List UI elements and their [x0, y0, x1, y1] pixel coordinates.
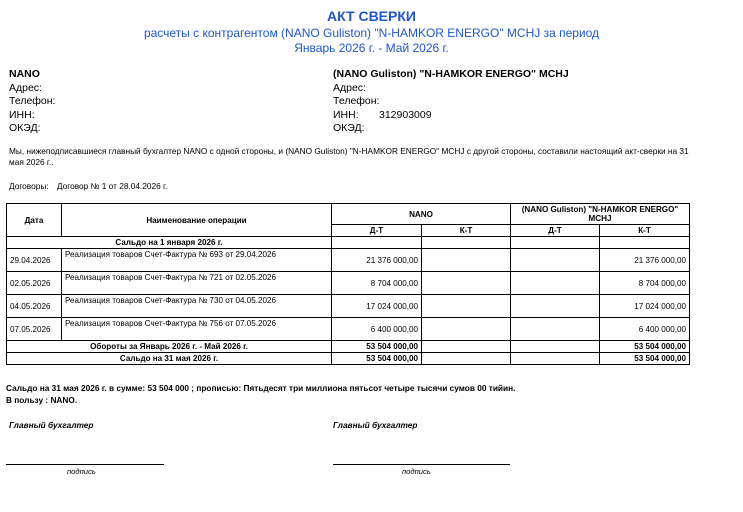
header-left-kt: К-Т: [422, 225, 511, 237]
document-subtitle: расчеты с контрагентом (NANO Guliston) "N-HAMKOR ENERGO" MCHJ за период: [143, 26, 600, 40]
document-title: АКТ СВЕРКИ: [327, 8, 416, 24]
row-left-dt: 21 376 000,00: [332, 249, 422, 272]
closing-right-kt: 53 504 000,00: [600, 353, 690, 365]
turnover-left-dt: 53 504 000,00: [332, 341, 422, 353]
header-group-left: NANO: [332, 204, 511, 225]
row-right-dt: [511, 272, 600, 295]
intro-paragraph: Мы, нижеподписавшиеся главный бухгалтер NANO с одной стороны, и (NANO Guliston) "N-HAMKOR ENERGO" MCHJ с другой стороны, составили настоящий акт-сверки на 31 мая 2026 г..: [9, 146, 689, 167]
summary-block: [6, 382, 515, 406]
row-right-dt: [511, 318, 600, 341]
row-left-dt: 6 400 000,00: [332, 318, 422, 341]
opening-balance-row: [7, 237, 690, 249]
row-operation: Реализация товаров Счет-Фактура № 693 от 29.04.2026: [62, 249, 332, 272]
right-signature-line: [333, 464, 510, 465]
row-left-kt: [422, 295, 511, 318]
header-right-kt: К-Т: [600, 225, 690, 237]
row-right-kt: 8 704 000,00: [600, 272, 690, 295]
header-date: Дата: [7, 204, 62, 237]
row-left-kt: [422, 318, 511, 341]
contracts-label: Договоры:: [9, 181, 49, 191]
header-left-dt: Д-Т: [332, 225, 422, 237]
left-signature-line: [6, 464, 164, 465]
row-right-dt: [511, 295, 600, 318]
row-left-kt: [422, 272, 511, 295]
right-signature-title: Главный бухгалтер: [333, 420, 418, 430]
row-date: 04.05.2026: [7, 295, 62, 318]
party-left-address-label: Адрес:: [9, 81, 42, 94]
row-right-kt: 17 024 000,00: [600, 295, 690, 318]
reconciliation-table: [6, 203, 690, 365]
row-date: 07.05.2026: [7, 318, 62, 341]
closing-left-dt: 53 504 000,00: [332, 353, 422, 365]
row-left-dt: 8 704 000,00: [332, 272, 422, 295]
contracts-value: Договор № 1 от 28.04.2026 г.: [56, 181, 168, 191]
row-operation: Реализация товаров Счет-Фактура № 756 от 07.05.2026: [62, 318, 332, 341]
contracts-line: [9, 181, 167, 191]
party-right-phone-label: Телефон:: [333, 95, 380, 107]
party-left-inn-label: ИНН:: [9, 108, 35, 121]
turnover-row: [7, 341, 690, 353]
row-operation: Реализация товаров Счет-Фактура № 721 от 02.05.2026: [62, 272, 332, 295]
opening-balance-label: Сальдо на 1 января 2026 г.: [7, 237, 332, 249]
party-right-inn: 312903009: [379, 108, 432, 121]
closing-balance-row: [7, 353, 690, 365]
table-row: [7, 295, 690, 318]
row-left-dt: 17 024 000,00: [332, 295, 422, 318]
row-left-kt: [422, 249, 511, 272]
row-date: 02.05.2026: [7, 272, 62, 295]
closing-balance-label: Сальдо на 31 мая 2026 г.: [7, 353, 332, 365]
row-right-kt: 6 400 000,00: [600, 318, 690, 341]
left-signature-caption: подпись: [67, 467, 96, 476]
summary-balance-line: Сальдо на 31 мая 2026 г. в сумме: 53 504 000 ; прописью: Пятьдесят три миллиона пятьсот четыре тысячи сумов 00 тийин.: [6, 383, 516, 393]
party-left: [9, 68, 55, 136]
document-period: Январь 2026 г. - Май 2026 г.: [294, 41, 449, 55]
turnover-label: Обороты за Январь 2026 г. - Май 2026 г.: [7, 341, 332, 353]
party-right-name: (NANO Guliston) "N-HAMKOR ENERGO" MCHJ: [333, 68, 569, 80]
row-right-dt: [511, 249, 600, 272]
left-signature-title: Главный бухгалтер: [9, 420, 94, 430]
row-operation: Реализация товаров Счет-Фактура № 730 от 04.05.2026: [62, 295, 332, 318]
party-left-phone-label: Телефон:: [9, 95, 56, 107]
row-right-kt: 21 376 000,00: [600, 249, 690, 272]
table-row: [7, 318, 690, 341]
table-row: [7, 272, 690, 295]
party-right-inn-label: ИНН:: [333, 108, 359, 121]
party-right-okzd-label: ОКЭД:: [333, 122, 365, 134]
summary-in-favor-line: В пользу : NANO.: [6, 395, 78, 405]
header-operation: Наименование операции: [62, 204, 332, 237]
header-right-dt: Д-Т: [511, 225, 600, 237]
right-signature-caption: подпись: [402, 467, 431, 476]
header-group-right: (NANO Guliston) "N-HAMKOR ENERGO" MCHJ: [511, 204, 690, 225]
turnover-right-kt: 53 504 000,00: [600, 341, 690, 353]
party-left-name: NANO: [9, 68, 40, 80]
party-right-address-label: Адрес:: [333, 81, 366, 94]
row-date: 29.04.2026: [7, 249, 62, 272]
party-right: [333, 68, 569, 136]
table-row: [7, 249, 690, 272]
party-left-okzd-label: ОКЭД:: [9, 122, 41, 134]
